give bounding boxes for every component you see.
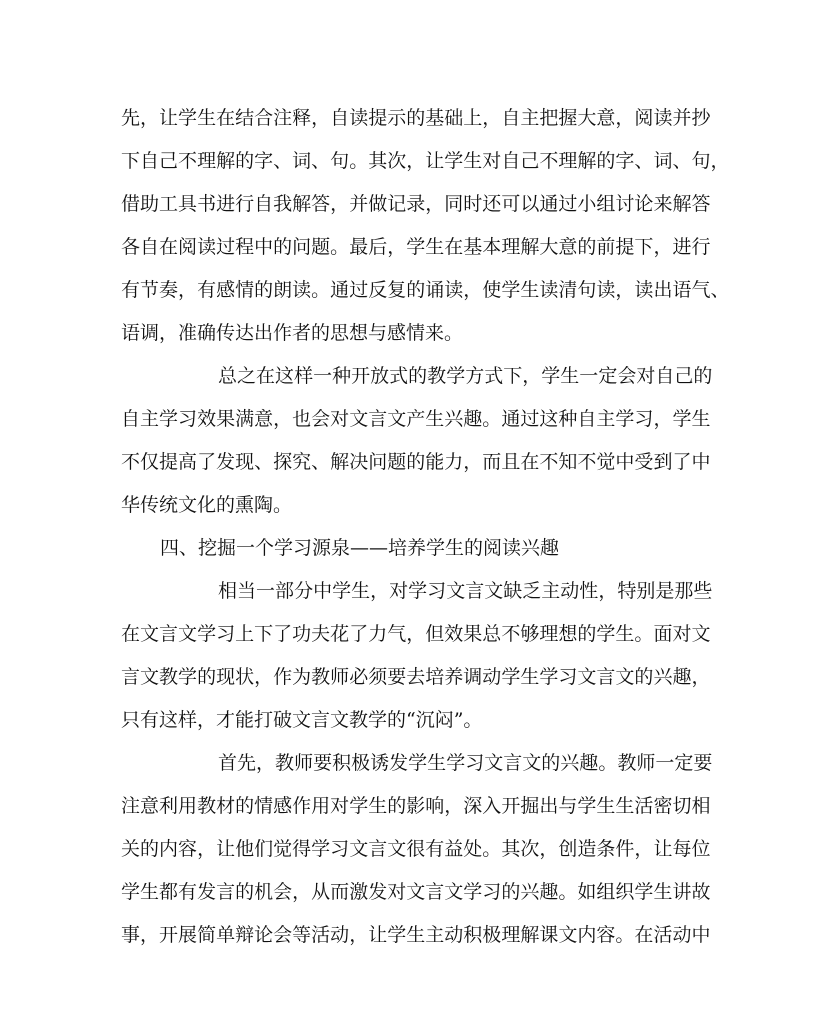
p2-line-3: 不 仅 提 高 了 发 现 、 探 究 、 解 决 问 题 的 能 力 ， 而 且 在 不 知 不 觉 中 受 到 了 中 <box>121 451 711 473</box>
p4-line-1: 首 先 ， 教 师 要 积 极 诱 发 学 生 学 习 文 言 文 的 兴 趣 。 教 师 一 定 要 <box>218 752 713 774</box>
p1-line-3: 借 助 工 具 书 进 行 自 我 解 答 ， 并 做 记 录 ， 同 时 还 可 以 通 过 小 组 讨 论 来 解 答 <box>121 193 711 215</box>
p1-line-2: 下 自 己 不 理 解 的 字 、 词 、 句 。 其 次 ， 让 学 生 对 自 己 不 理 解 的 字 、 词 、 句 ， <box>121 150 730 172</box>
p1-line-5: 有 节 奏 ， 有 感 情 的 朗 读 。 通 过 反 复 的 诵 读 ， 使 学 生 读 清 句 读 ， 读 出 语 气 、 <box>121 279 730 301</box>
p3-line-4: 只有这样，才能打破文言文教学的“沉闷”。 <box>121 709 483 731</box>
p4-line-2: 注 意 利 用 教 材 的 情 感 作 用 对 学 生 的 影 响 ， 深 入 开 掘 出 与 学 生 生 活 密 切 相 <box>121 795 711 817</box>
p4-line-3: 关 的 内 容 ， 让 他 们 觉 得 学 习 文 言 文 很 有 益 处 。 其 次 ， 创 造 条 件 ， 让 每 位 <box>121 838 711 860</box>
section-heading: 四、挖掘一个学习源泉——培养学生的阅读兴趣 <box>160 537 560 559</box>
p2-line-2: 自 主 学 习 效 果 满 意 ， 也 会 对 文 言 文 产 生 兴 趣 。 通 过 这 种 自 主 学 习 ， 学 生 <box>121 408 711 430</box>
p3-line-2: 在 文 言 文 学 习 上 下 了 功 夫 花 了 力 气 ， 但 效 果 总 不 够 理 想 的 学 生 。 面 对 文 <box>121 623 711 645</box>
p4-line-4: 学 生 都 有 发 言 的 机 会 ， 从 而 激 发 对 文 言 文 学 习 的 兴 趣 。 如 组 织 学 生 讲 故 <box>121 881 711 903</box>
p1-line-4: 各 自 在 阅 读 过 程 中 的 问 题 。 最 后 ， 学 生 在 基 本 理 解 大 意 的 前 提 下 ， 进 行 <box>121 236 711 258</box>
p4-line-5: 事 ， 开 展 简 单 辩 论 会 等 活 动 ， 让 学 生 主 动 积 极 理 解 课 文 内 容 。 在 活 动 中 <box>121 924 711 946</box>
p1-line-1: 先 ， 让 学 生 在 结 合 注 释 ， 自 读 提 示 的 基 础 上 ， 自 主 把 握 大 意 ， 阅 读 并 抄 <box>121 107 711 129</box>
p3-line-3: 言 文 教 学 的 现 状 ， 作 为 教 师 必 须 要 去 培 养 调 动 学 生 学 习 文 言 文 的 兴 趣 ， <box>121 666 711 688</box>
p2-line-4: 华传统文化的熏陶。 <box>121 494 293 516</box>
p3-line-1: 相 当 一 部 分 中 学 生 ， 对 学 习 文 言 文 缺 乏 主 动 性 ， 特 别 是 那 些 <box>218 580 713 602</box>
p1-line-6: 语调，准确传达出作者的思想与感情来。 <box>121 322 464 344</box>
p2-line-1: 总 之 在 这 样 一 种 开 放 式 的 教 学 方 式 下 ， 学 生 一 定 会 对 自 己 的 <box>218 365 713 387</box>
